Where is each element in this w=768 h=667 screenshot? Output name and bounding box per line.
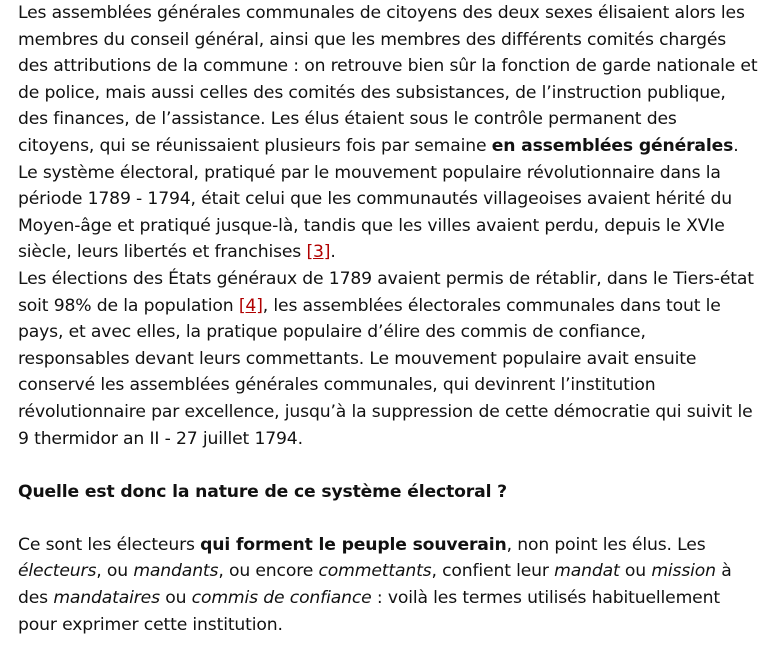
section-heading (18, 479, 758, 506)
text-segment: Ce sont les électeurs (18, 534, 201, 555)
text-segment: , confient leur (431, 561, 555, 582)
text-segment: Les élections des États généraux de 1789 avaient permis de rétablir, dans le Tiers-état soit 98% de la population (18, 268, 754, 316)
text-segment: . Le système électoral, pratiqué par le mouvement populaire révolutionnaire dans la période 1789 - 1794, était celui que les communautés villageoises avaient hérité du Moyen-âge et pratiqué jusque-là, tandis que les villes avaient perdu, depuis le XVIe siècle, leurs libertés et franchises (18, 135, 739, 263)
footnote-link-3[interactable]: [3] (306, 242, 331, 263)
text-segment: ou (159, 588, 192, 609)
text-segment: à des (18, 561, 732, 609)
bold-phrase: en assemblées générales (491, 135, 734, 156)
paragraph-assemblees (18, 0, 758, 266)
paragraph-electeurs (18, 532, 758, 638)
article-body (18, 0, 758, 638)
spacer (18, 505, 758, 532)
text-segment: , non point les élus. Les (506, 534, 706, 555)
heading-text: Quelle est donc la nature de ce système électoral ? (18, 481, 507, 502)
text-segment: : voilà les termes utilisés habituellement pour exprimer cette institution. (18, 588, 720, 635)
footnote-link-4[interactable]: [4] (238, 295, 263, 316)
italic-term: mission (651, 561, 716, 582)
text-segment: Les assemblées générales communales de citoyens des deux sexes élisaient alors les membres du conseil général, ainsi que les membres des différents comités chargés des attributions de la commune : on retrouve bien sûr la fonction de garde nationale et de police, mais aussi celles des comités des subsistances, de l’instruction publique, des finances, de l’assistance. Les élus étaient sous le contrôle permanent des citoyens, qui se réunissaient plusieurs fois par semaine (18, 3, 758, 156)
italic-term: électeurs (18, 561, 97, 582)
text-segment: ou (619, 561, 652, 582)
italic-term: commettants (318, 561, 432, 582)
spacer (18, 452, 758, 479)
text-segment: , les assemblées électorales communales dans tout le pays, et avec elles, la pratique populaire d’élire des commis de confiance, responsables devant leurs commettants. Le mouvement populaire avait ensuite conservé les assemblées générales communales, qui devinrent l’institution révolutionnaire par excellence, jusqu’à la suppression de cette démocratie qui suivit le 9 thermidor an II - 27 juillet 1794. (18, 295, 753, 449)
italic-term: commis de confiance (191, 588, 372, 609)
italic-term: mandants (133, 561, 219, 582)
text-segment: . (330, 242, 336, 263)
bold-phrase: qui forment le peuple souverain (200, 534, 507, 555)
italic-term: mandataires (53, 588, 160, 609)
text-segment: , ou (96, 561, 134, 582)
text-segment: , ou encore (218, 561, 319, 582)
italic-term: mandat (554, 561, 620, 582)
paragraph-elections (18, 266, 758, 452)
